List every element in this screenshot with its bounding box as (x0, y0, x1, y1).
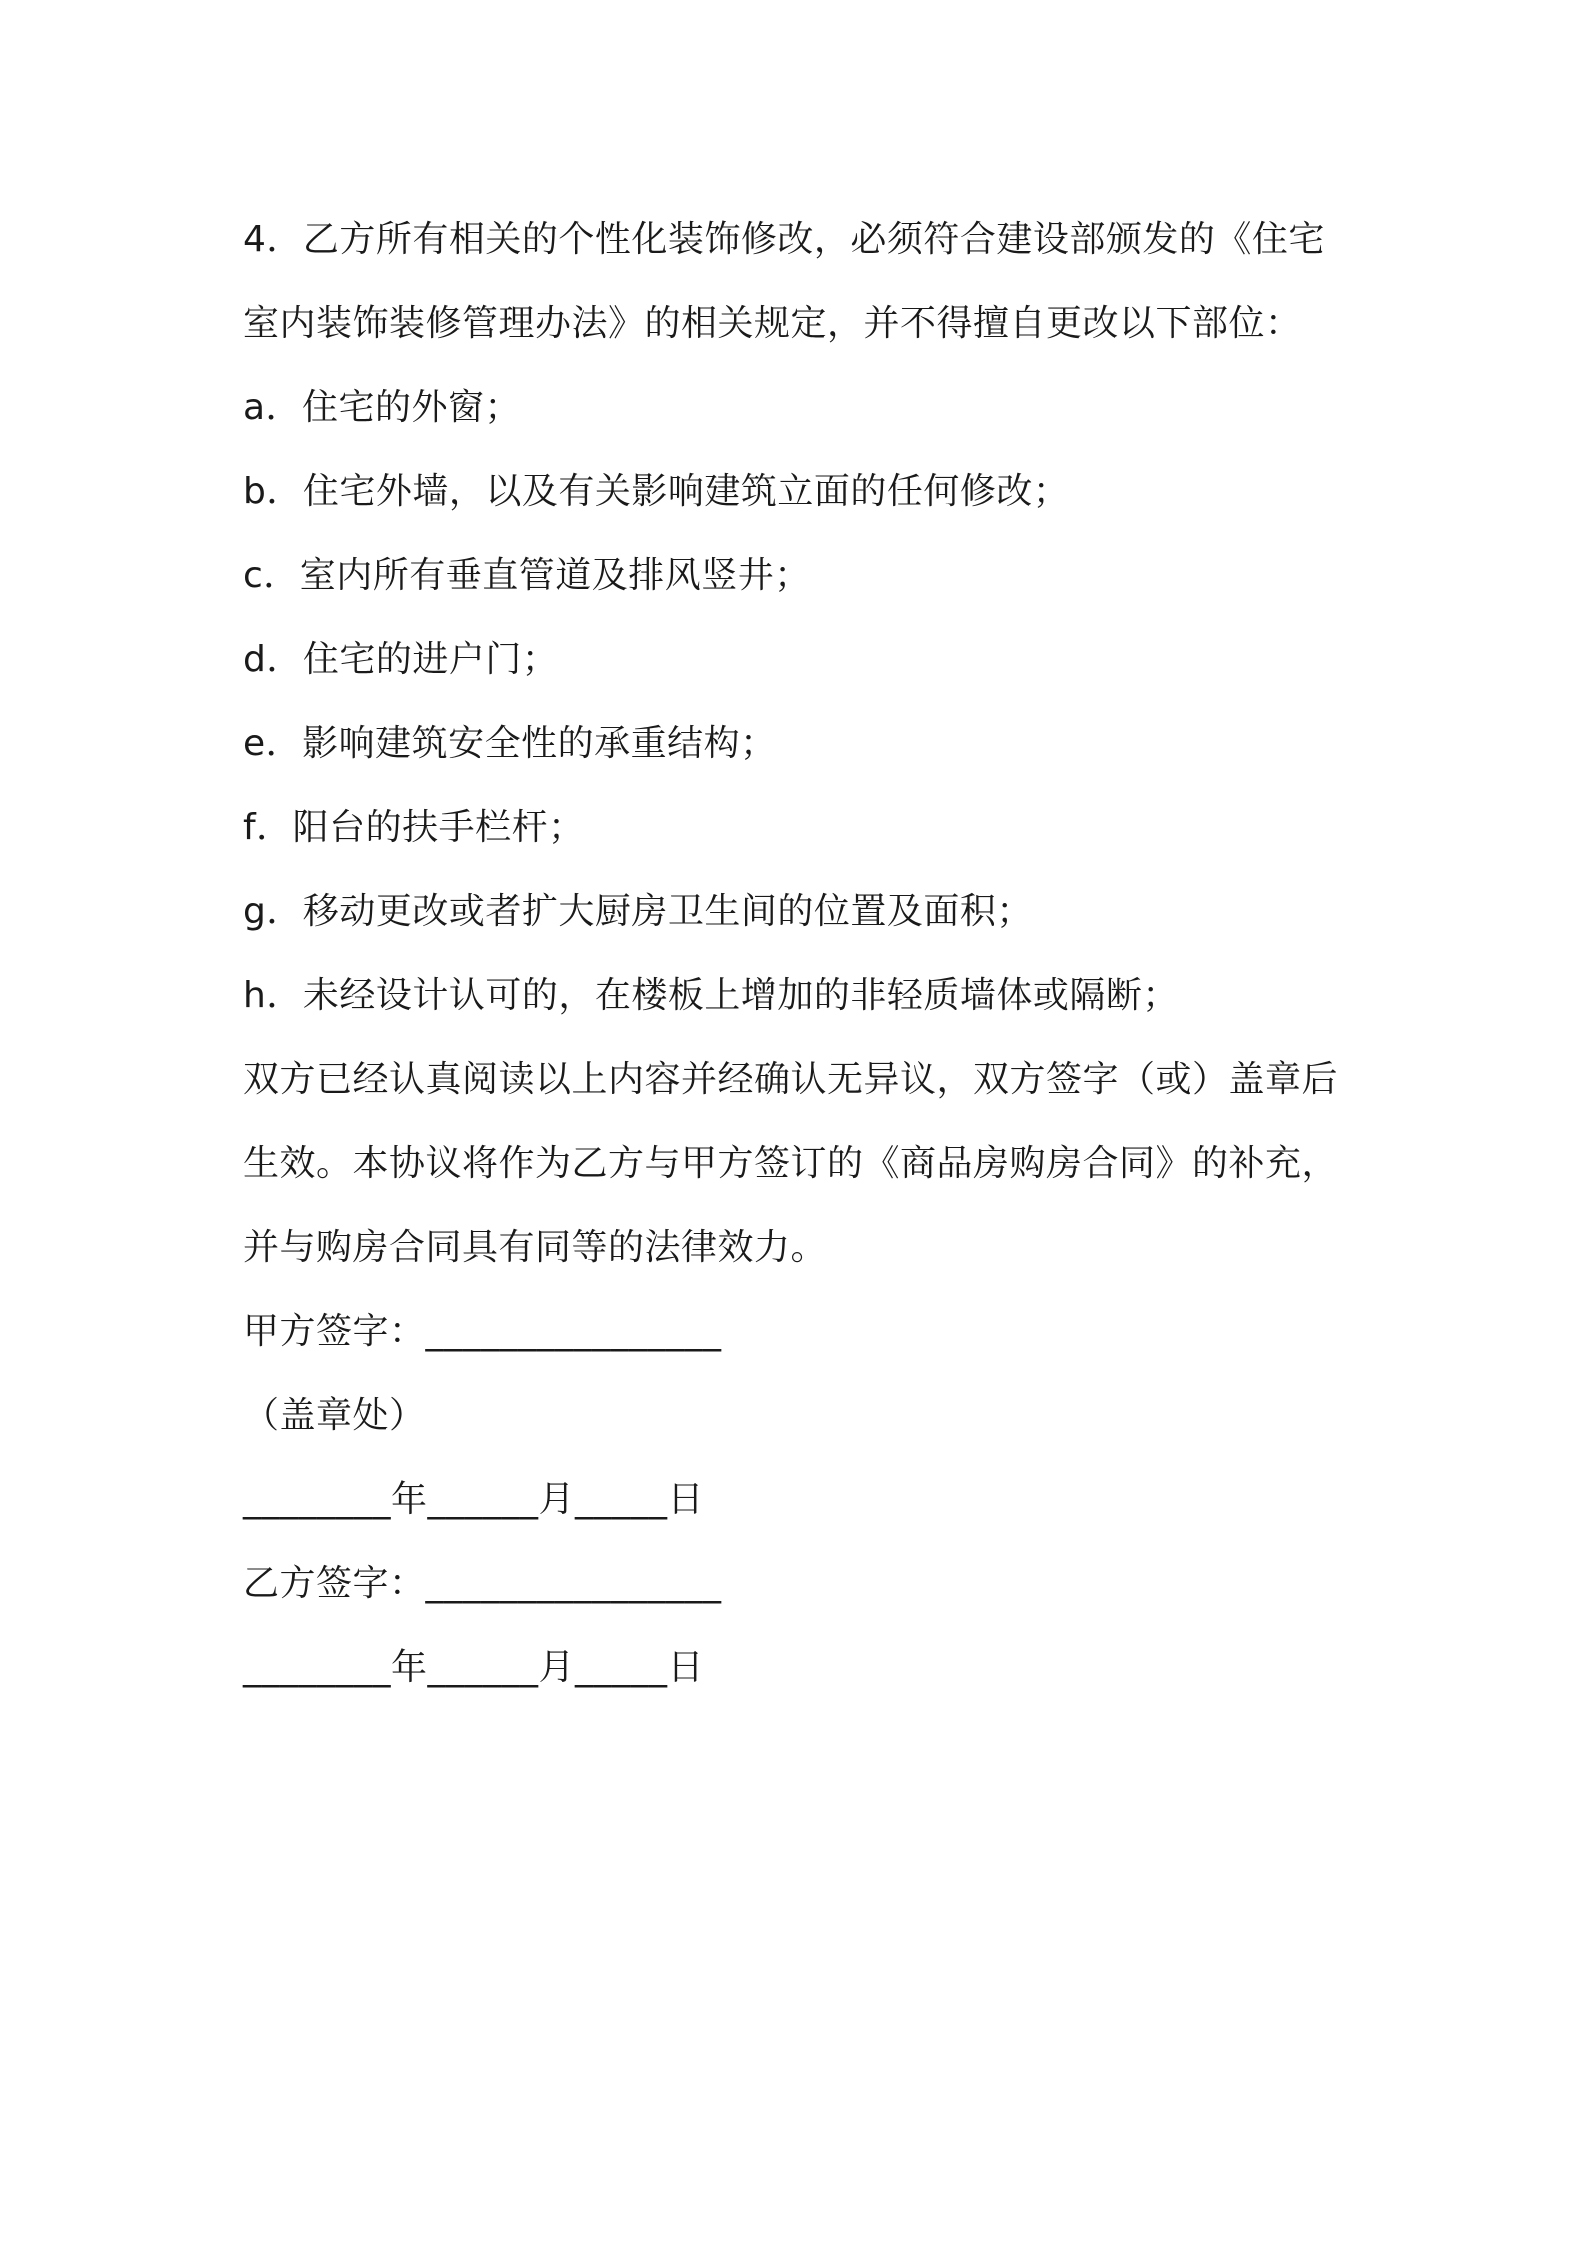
list-item-g: g．移动更改或者扩大厨房卫生间的位置及面积； (243, 891, 1033, 932)
list-item-a: a．住宅的外窗； (243, 387, 522, 428)
list-item-f: f．阳台的扶手栏杆； (243, 807, 585, 848)
list-item-e: e．影响建筑安全性的承重结构； (243, 723, 777, 764)
list-item-b: b．住宅外墙，以及有关影响建筑立面的任何修改； (243, 471, 1070, 512)
list-item-d: d．住宅的进户门； (243, 639, 559, 680)
party-a-date: ________年______月_____日 (243, 1479, 704, 1520)
closing-line-2: 生效。本协议将作为乙方与甲方签订的《商品房购房合同》的补充， (243, 1143, 1339, 1184)
list-item-h: h．未经设计认可的，在楼板上增加的非轻质墙体或隔断； (243, 975, 1179, 1016)
document-body (243, 198, 1363, 1710)
party-a-signature: 甲方签字：________________ (243, 1311, 722, 1352)
party-b-date: ________年______月_____日 (243, 1647, 704, 1688)
paragraph-4-line-2: 室内装饰装修管理办法》的相关规定，并不得擅自更改以下部位： (243, 303, 1302, 344)
party-a-seal: （盖章处） (243, 1395, 426, 1436)
closing-line-1: 双方已经认真阅读以上内容并经确认无异议，双方签字（或）盖章后 (243, 1059, 1339, 1100)
list-item-c: c．室内所有垂直管道及排风竖井； (243, 555, 811, 596)
party-b-signature: 乙方签字：________________ (243, 1563, 722, 1604)
paragraph-4-line-1: 4．乙方所有相关的个性化装饰修改，必须符合建设部颁发的《住宅 (243, 219, 1325, 260)
closing-line-3: 并与购房合同具有同等的法律效力。 (243, 1227, 828, 1268)
